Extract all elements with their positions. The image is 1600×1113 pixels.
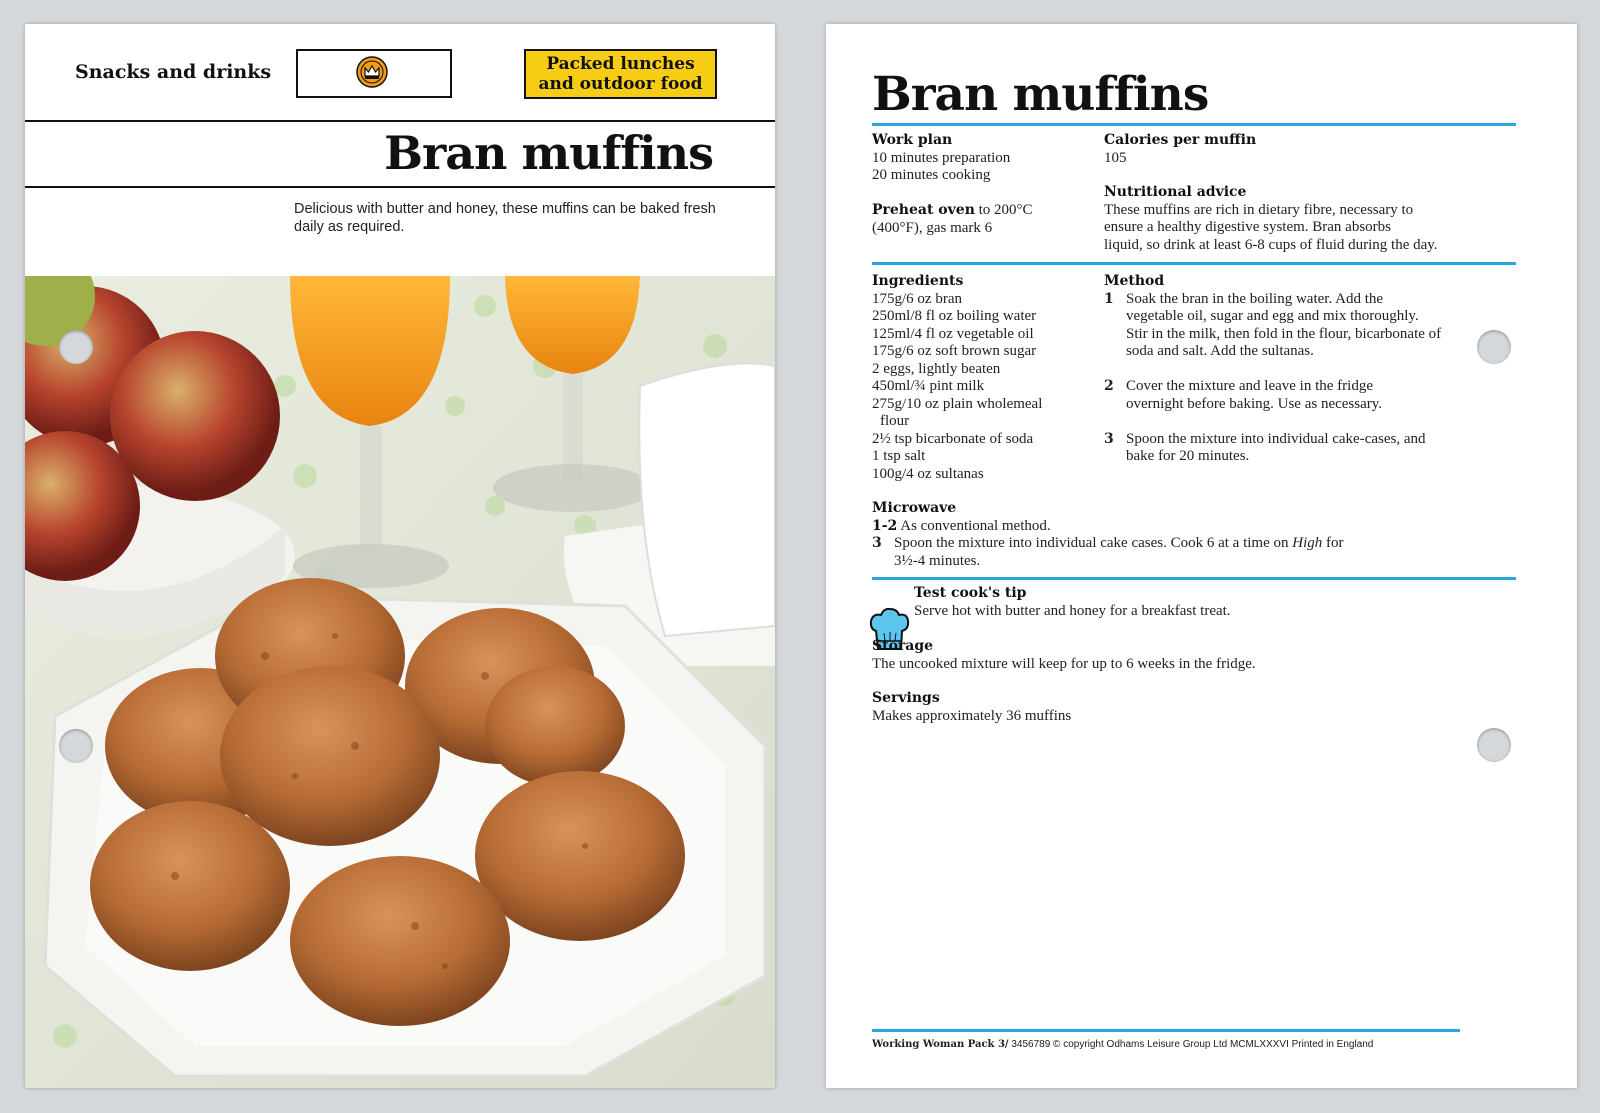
copyright-text: 3456789 © copyright Odhams Leisure Group Ltd MCMLXXXVI Printed in England [1011, 1039, 1374, 1050]
nutrition-line: liquid, so drink at least 6-8 cups of fluid during the day. [1104, 236, 1438, 253]
ingredient-item: 450ml/¾ pint milk [872, 378, 985, 394]
work-plan [872, 132, 1092, 185]
preheat-label: Preheat oven [872, 202, 975, 218]
method-step [1104, 431, 1504, 466]
test-cooks-tip [914, 585, 1514, 620]
ingredient-item: 175g/6 oz bran [872, 290, 962, 307]
divider [872, 577, 1516, 580]
section-label-line1: Packed lunches [546, 54, 695, 74]
step-line: Stir in the milk, then fold in the flour, bicarbonate of [1126, 325, 1442, 342]
preheat-temp: to 200°C [974, 202, 1033, 218]
logo-box [296, 49, 452, 98]
step-line: soda and salt. Add the sultanas. [1126, 343, 1314, 359]
page-title: Bran muffins [384, 126, 713, 180]
footer [872, 1039, 1373, 1050]
back-card [826, 24, 1577, 1088]
binder-hole [1477, 728, 1511, 762]
divider [872, 262, 1516, 265]
microwave-step-text: As conventional method. [900, 517, 1051, 534]
nutrition-line: These muffins are rich in dietary fibre, necessary to [1104, 201, 1414, 218]
step-line: overnight before baking. Use as necessary. [1126, 395, 1383, 412]
section-label-line2: and outdoor food [538, 74, 703, 94]
method [1104, 273, 1504, 483]
nutrition-heading: Nutritional advice [1104, 184, 1247, 200]
ingredient-item: 100g/4 oz sultanas [872, 465, 984, 482]
servings-text: Makes approximately 36 muffins [872, 707, 1072, 724]
section-label [524, 49, 717, 99]
servings-heading: Servings [872, 690, 940, 706]
ingredient-item: 175g/6 oz soft brown sugar [872, 343, 1037, 359]
calories-value: 105 [1104, 149, 1127, 166]
recipe-title: Bran muffins [872, 67, 1209, 122]
calories [1104, 132, 1484, 167]
microwave-step-number: 1-2 [872, 517, 898, 534]
method-heading: Method [1104, 273, 1165, 289]
tip-text: Serve hot with butter and honey for a breakfast treat. [914, 602, 1231, 619]
step-number: 1 [1104, 290, 1114, 307]
nutritional-advice [1104, 184, 1504, 254]
storage-heading: Storage [872, 638, 934, 654]
category-label: Snacks and drinks [75, 61, 272, 83]
ingredient-item: 2 eggs, lightly beaten [872, 360, 1001, 377]
divider [872, 123, 1516, 126]
ingredient-item: 275g/10 oz plain wholemeal [872, 395, 1043, 412]
ingredient-item: 250ml/8 fl oz boiling water [872, 308, 1037, 324]
binder-hole [59, 729, 93, 763]
calories-heading: Calories per muffin [1104, 132, 1257, 148]
step-line: Soak the bran in the boiling water. Add the [1126, 290, 1384, 307]
step-number: 2 [1104, 378, 1114, 394]
muffins-photo [25, 276, 775, 1088]
crown-icon [356, 56, 388, 88]
method-step [1104, 378, 1504, 413]
intro-text: Delicious with butter and honey, these muffins can be baked fresh daily as required. [294, 201, 716, 235]
work-plan-heading: Work plan [872, 132, 953, 148]
microwave-step-text: Spoon the mixture into individual cake cases. Cook 6 at a time on [894, 535, 1293, 551]
binder-hole [59, 330, 93, 364]
microwave-power: High [1292, 535, 1323, 551]
ingredient-item: 125ml/4 fl oz vegetable oil [872, 325, 1034, 342]
ingredient-item: 2½ tsp bicarbonate of soda [872, 430, 1034, 447]
tip-heading: Test cook's tip [914, 585, 1027, 601]
servings [872, 690, 1512, 725]
title-band [25, 120, 775, 188]
nutrition-line: ensure a healthy digestive system. Bran absorbs [1104, 219, 1392, 235]
step-number: 3 [1104, 430, 1114, 447]
microwave [872, 500, 1512, 570]
storage-text: The uncooked mixture will keep for up to 6 weeks in the fridge. [872, 655, 1256, 672]
storage [872, 638, 1512, 673]
step-line: Spoon the mixture into individual cake-cases, and [1126, 430, 1426, 447]
binder-hole [1477, 330, 1511, 364]
preheat-line2: (400°F), gas mark 6 [872, 219, 993, 236]
pack-label: Working Woman Pack 3/ [872, 1039, 1009, 1050]
front-card [25, 24, 775, 1088]
method-step [1104, 291, 1504, 361]
divider [872, 1029, 1460, 1032]
step-line: vegetable oil, sugar and egg and mix thoroughly. [1126, 308, 1419, 324]
ingredient-item: 1 tsp salt [872, 448, 926, 464]
step-line: bake for 20 minutes. [1126, 448, 1250, 464]
microwave-step-text: for [1322, 535, 1344, 551]
microwave-step [872, 535, 1512, 570]
work-plan-line: 10 minutes preparation [872, 149, 1011, 166]
microwave-step-line2: 3½-4 minutes. [894, 552, 981, 569]
ingredients [872, 273, 1097, 483]
preheat [872, 202, 1092, 237]
ingredients-heading: Ingredients [872, 273, 964, 289]
microwave-heading: Microwave [872, 500, 957, 516]
work-plan-line: 20 minutes cooking [872, 167, 991, 183]
microwave-step-number: 3 [872, 535, 882, 551]
step-line: Cover the mixture and leave in the fridge [1126, 378, 1373, 394]
ingredient-item: flour [880, 413, 910, 429]
